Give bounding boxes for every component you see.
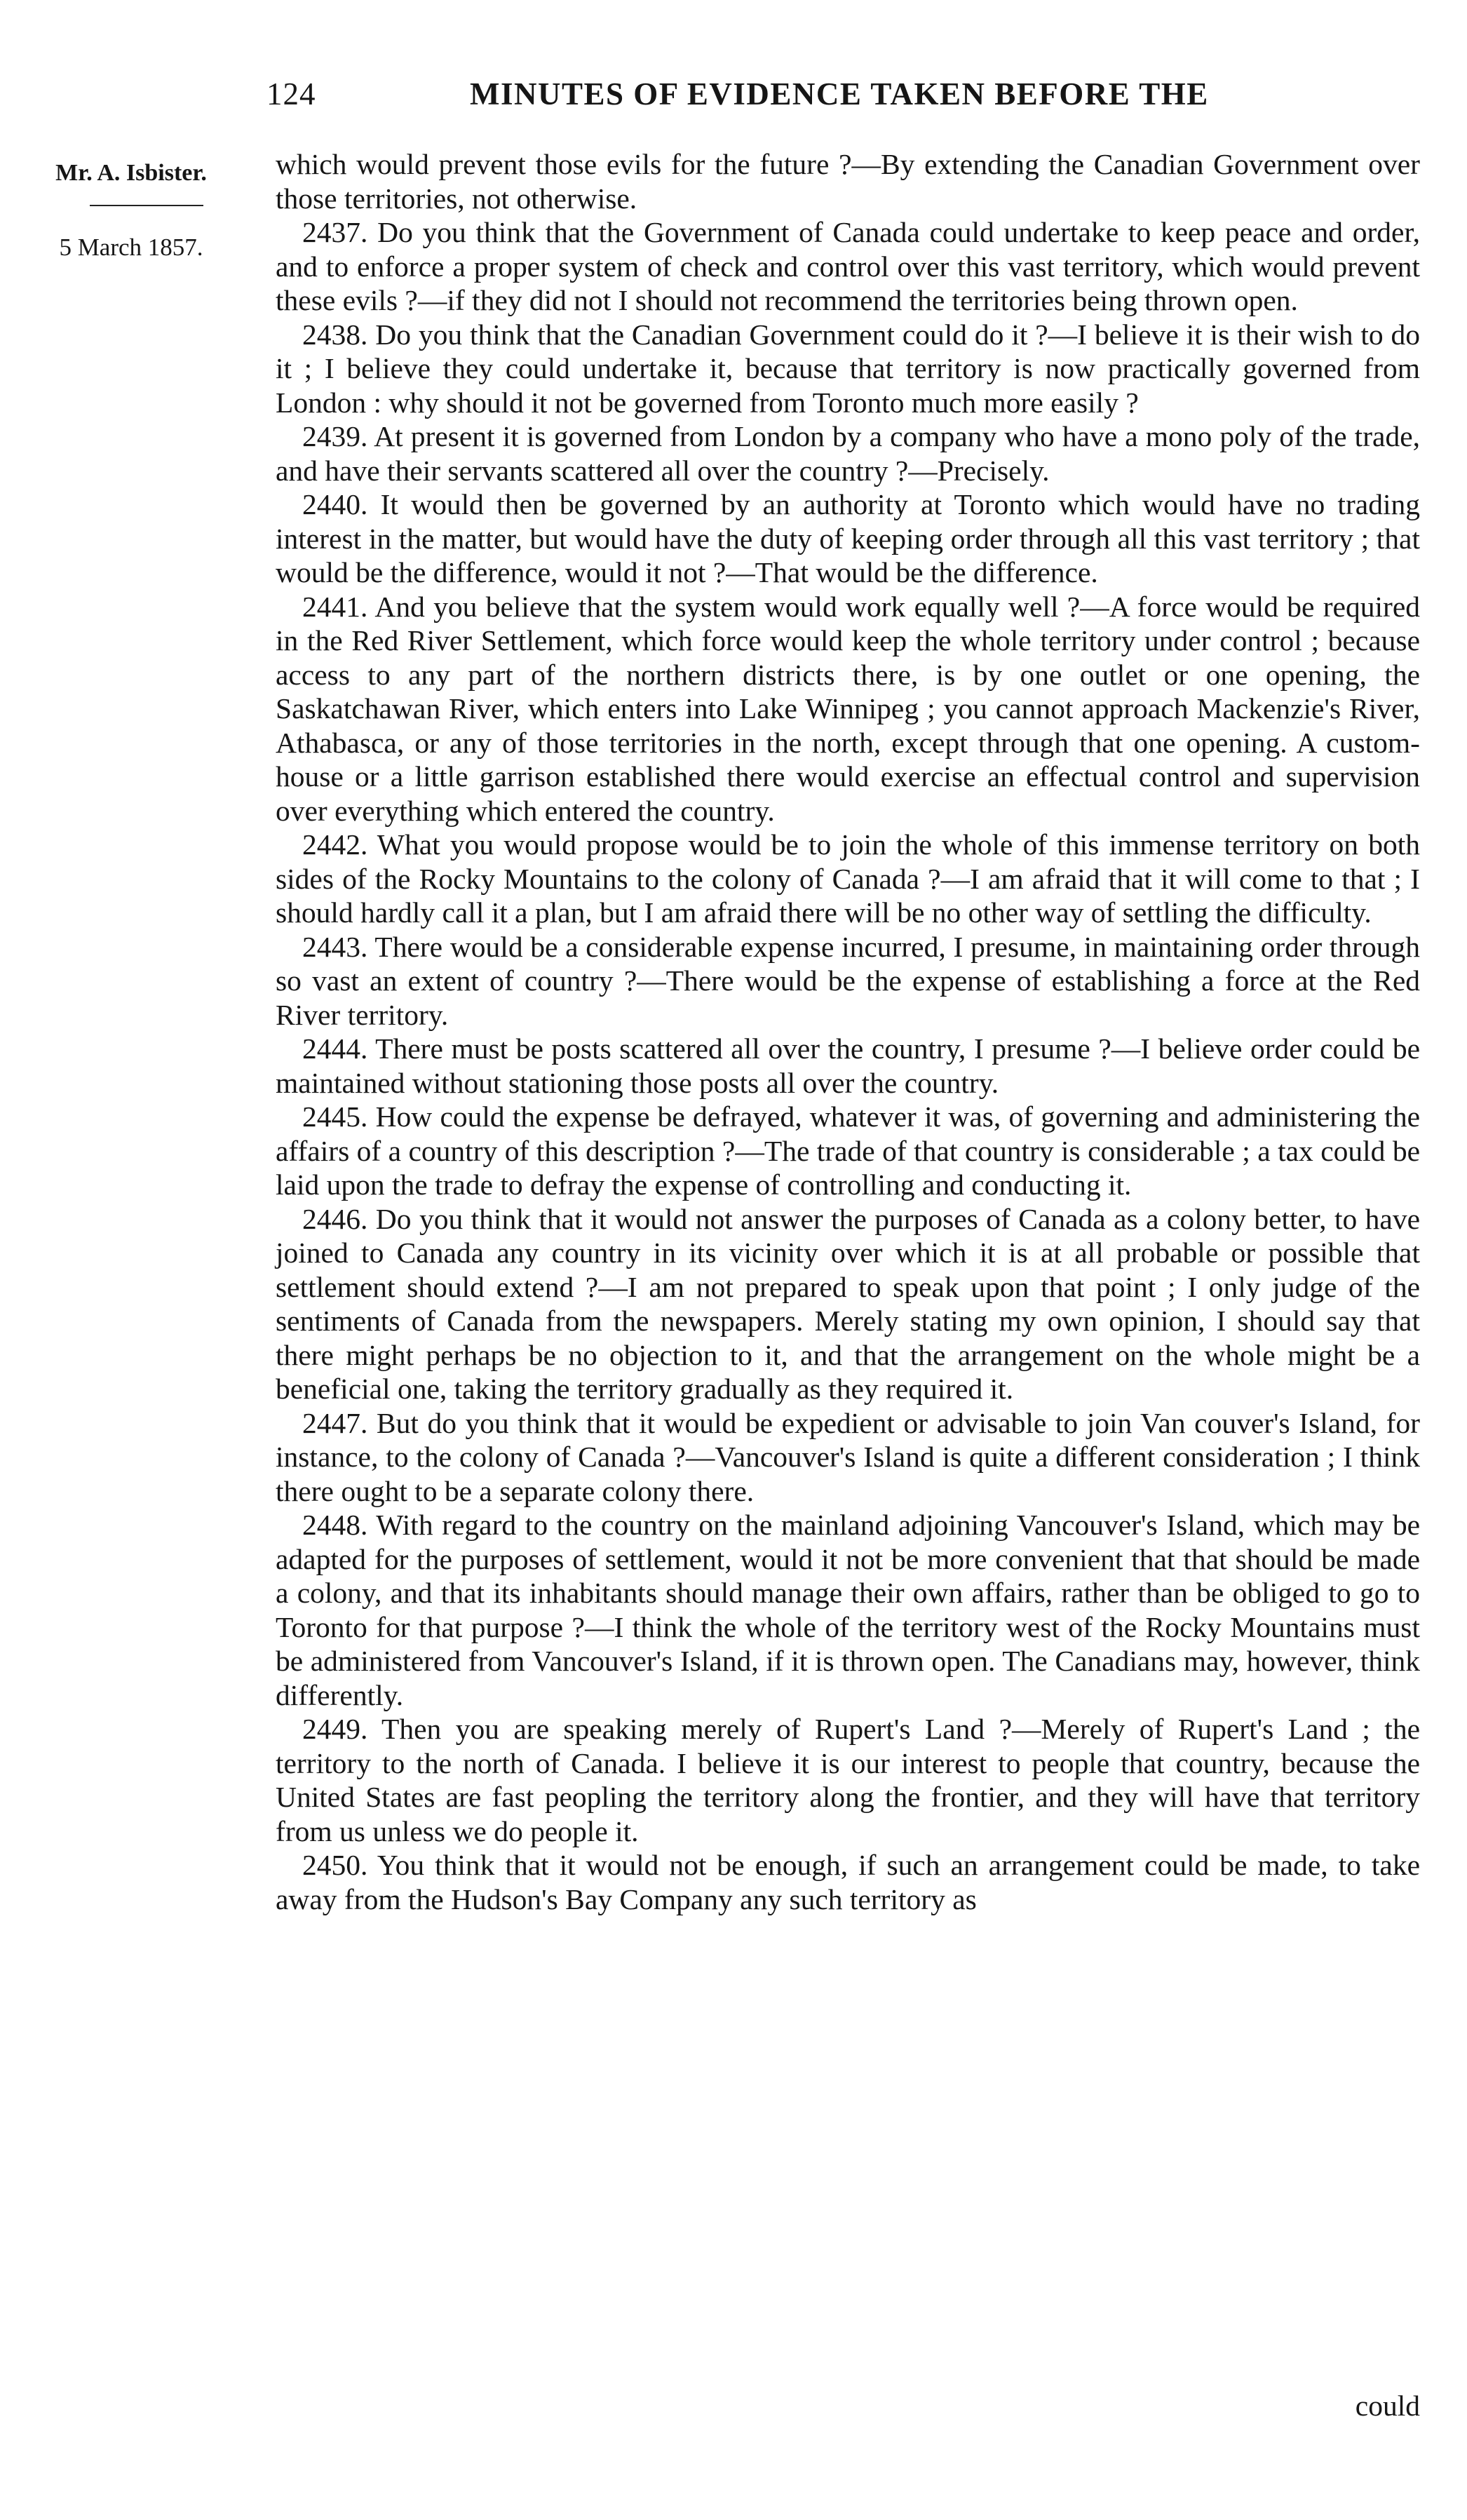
- catchword: could: [1355, 2390, 1420, 2422]
- question-2448: 2448. With regard to the country on the mainland adjoining Vancouver's Island, which may be adapted for the purposes of settlement, would it not be more convenient that that should be made a colony, and that its inhabitants should manage their own affairs, rather than be obliged to go to Toronto for that purpose ?—I think the whole of the territory west of the Rocky Mountains must be administered from Vancouver's Island, if it is thrown open. The Canadians may, however, think differently.: [276, 1509, 1420, 1711]
- question-2450: 2450. You think that it would not be enough, if such an arrangement could be made, to take away from the Hudson's Bay Company any such territory as: [276, 1849, 1420, 1915]
- question-2438: 2438. Do you think that the Canadian Government could do it ?—I believe it is their wish to do it ; I believe they could undertake it, because that territory is now practically governed from London : why should it not be governed from Toronto much more easily ?: [276, 318, 1420, 419]
- question-2449: 2449. Then you are speaking merely of Rupert's Land ?—Merely of Rupert's Land ; the territory to the north of Canada. I believe it is our interest to people that country, because the United States are fast peopling the territory along the frontier, and they will have that territory from us unless we do people it.: [276, 1713, 1420, 1847]
- question-2445: 2445. How could the expense be defrayed, whatever it was, of governing and administering the affairs of a country of this description ?—The trade of that country is considerable ; a tax could be laid upon the trade to defray the expense of controlling and conducting it.: [276, 1100, 1420, 1201]
- page-number: 124: [266, 76, 316, 112]
- question-2437: 2437. Do you think that the Government of Canada could undertake to keep peace and order, and to enforce a proper system of check and control over this vast territory, which would prevent these evils ?—if they did not I should not recommend the territories being thrown open.: [276, 216, 1420, 316]
- question-2444: 2444. There must be posts scattered all over the country, I presume ?—I believe order could be maintained without stationing those posts all over the country.: [276, 1032, 1420, 1099]
- question-2440: 2440. It would then be governed by an authority at Toronto which would have no trading interest in the matter, but would have the duty of keeping order through all this vast territory ; that would be the difference, would it not ?—That would be the difference.: [276, 488, 1420, 588]
- question-2447: 2447. But do you think that it would be expedient or advisable to join Van couver's Island, for instance, to the colony of Canada ?—Vancouver's Island is quite a different consideration ; I think there ought to be a separate colony there.: [276, 1406, 1420, 1507]
- witness-name: Mr. A. Isbister.: [55, 160, 207, 186]
- evidence-date: 5 March 1857.: [59, 234, 203, 261]
- question-2439: 2439. At present it is governed from London by a company who have a mono poly of the trade, and have their servants scattered all over the country ?—Precisely.: [276, 420, 1420, 487]
- question-2443: 2443. There would be a considerable expense incurred, I presume, in maintaining order through so vast an extent of country ?—There would be the expense of establishing a force at the Red River territory.: [276, 930, 1420, 1031]
- evidence-text: [276, 147, 1420, 1916]
- question-2446: 2446. Do you think that it would not answer the purposes of Canada as a colony better, to have joined to Canada any country in its vicinity over which it is at all probable or possible that settlement should extend ?—I am not prepared to speak upon that point ; I only judge of the sentiments of Canada from the newspapers. Merely stating my own opinion, I should say that there might perhaps be no objection to it, and that the arrangement on the whole might be a beneficial one, taking the territory gradually as they required it.: [276, 1202, 1420, 1405]
- running-title: MINUTES OF EVIDENCE TAKEN BEFORE THE: [470, 76, 1209, 112]
- question-2441: 2441. And you believe that the system would work equally well ?—A force would be required in the Red River Settlement, which force would keep the whole territory under control ; because access to any part of the northern districts there, is by one outlet or one opening, the Saskatchawan River, which enters into Lake Winnipeg ; you cannot approach Mackenzie's River, Athabasca, or any of those territories in the north, except through that one opening. A custom-house or a little garrison established there would exercise an effectual control and supervision over everything which entered the country.: [276, 590, 1420, 827]
- page-header: [266, 76, 1424, 112]
- margin-divider: [90, 205, 203, 206]
- question-2442: 2442. What you would propose would be to join the whole of this immense territory on both sides of the Rocky Mountains to the colony of Canada ?—I am afraid that it will come to that ; I should hardly call it a plan, but I am afraid there will be no other way of settling the difficulty.: [276, 828, 1420, 929]
- paragraph-continuation: which would prevent those evils for the future ?—By extending the Canadian Government over those territories, not otherwise.: [276, 148, 1420, 215]
